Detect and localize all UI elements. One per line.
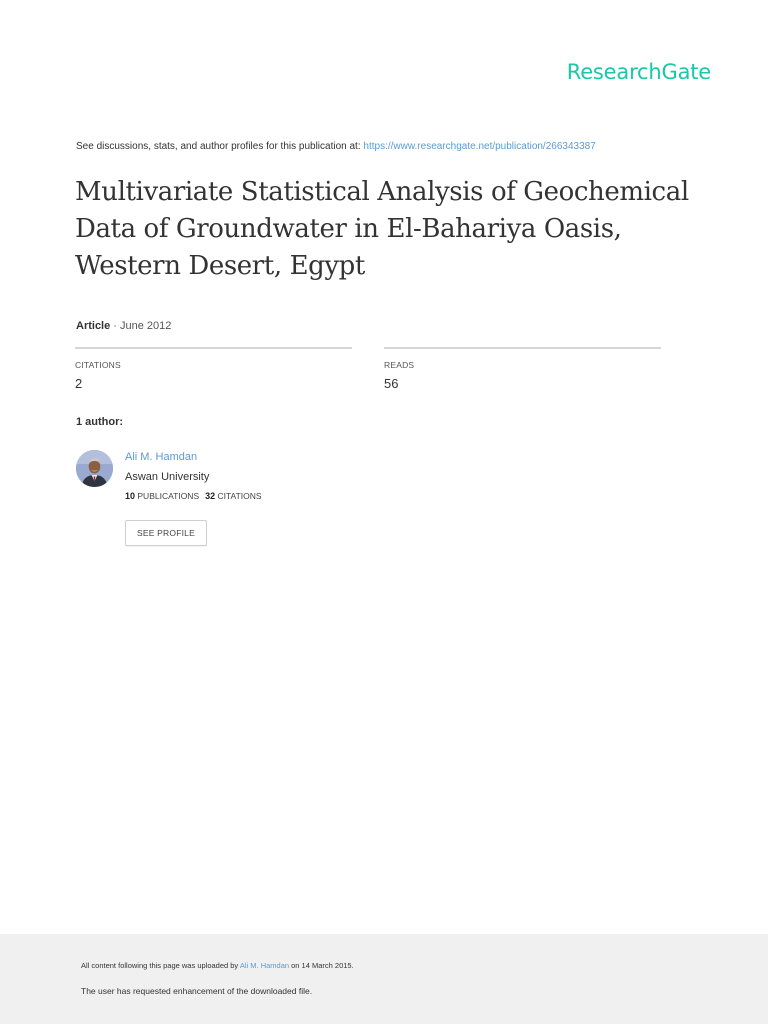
enhancement-note: The user has requested enhancement of the downloaded file. [81, 986, 313, 996]
citations-label: CITATIONS [75, 360, 121, 370]
author-publications-count: 10 [125, 491, 136, 501]
upload-prefix: All content following this page was uploaded by [81, 961, 240, 970]
author-avatar[interactable] [76, 450, 113, 487]
citations-value: 2 [75, 376, 83, 391]
researchgate-logo[interactable]: ResearchGate [566, 60, 711, 84]
author-citations-label: CITATIONS [217, 491, 262, 501]
discussion-text: See discussions, stats, and author profiles for this publication at: [76, 141, 364, 152]
reads-stat [384, 347, 661, 391]
author-name-link[interactable]: Ali M. Hamdan [125, 451, 198, 463]
publication-meta [76, 320, 171, 332]
upload-note [81, 961, 354, 970]
upload-suffix: on 14 March 2015. [289, 961, 354, 970]
author-publications-label: PUBLICATIONS [137, 491, 200, 501]
authors-heading: 1 author: [76, 416, 124, 428]
author-info [125, 451, 262, 501]
publication-url-link[interactable]: https://www.researchgate.net/publication/266343387 [363, 141, 596, 152]
uploader-link[interactable]: Ali M. Hamdan [239, 961, 290, 970]
publication-title: Multivariate Statistical Analysis of Geochemical Data of Groundwater in El-Bahariya Oasis, Western Desert, Egypt [75, 177, 689, 281]
publication-date: · June 2012 [110, 320, 172, 332]
author-citations-count: 32 [205, 491, 216, 501]
author-photo-icon [76, 450, 113, 487]
publication-type: Article [76, 320, 111, 332]
footer [0, 934, 768, 1024]
reads-value: 56 [384, 376, 399, 391]
discussion-line [76, 141, 596, 152]
citations-stat [75, 347, 352, 391]
author-stats [125, 491, 262, 501]
author-institution: Aswan University [125, 471, 210, 483]
see-profile-button[interactable]: SEE PROFILE [125, 520, 207, 546]
reads-label: READS [384, 360, 415, 370]
